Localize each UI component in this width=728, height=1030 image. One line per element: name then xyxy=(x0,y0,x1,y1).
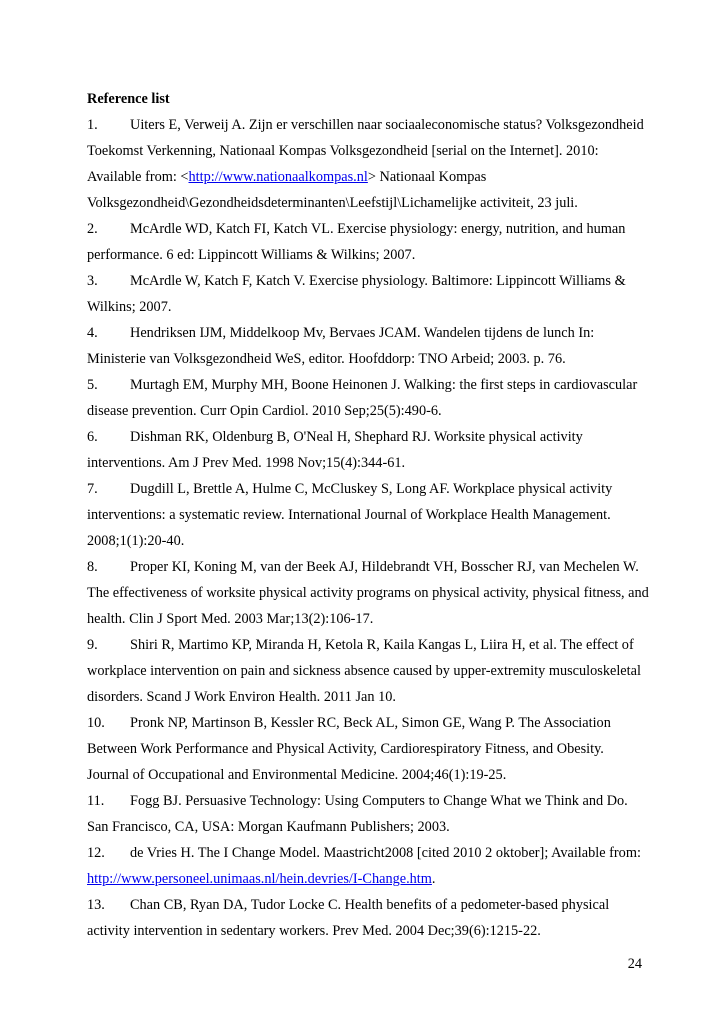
reference-link[interactable]: http://www.personeel.unimaas.nl/hein.devries/I-Change.htm xyxy=(87,871,432,887)
reference-text: Hendriksen IJM, Middelkoop Mv, Bervaes JCAM. Wandelen tijdens de lunch In: Ministerie van Volksgezondheid WeS, editor. Hoofddorp: TNO Arbeid; 2003. p. 76. xyxy=(87,325,595,367)
reference-number: 6. xyxy=(87,429,98,445)
reference-text: de Vries H. The I Change Model. Maastricht2008 [cited 2010 2 oktober]; Available from: xyxy=(130,845,641,861)
reference-text: Pronk NP, Martinson B, Kessler RC, Beck AL, Simon GE, Wang P. The Association Between Work Performance and Physical Activity, Cardiorespiratory Fitness, and Obesity. Journal of Occupational and Environmental Medicine. 2004;46(1):19-25. xyxy=(87,715,611,783)
reference-number: 4. xyxy=(87,325,98,341)
reference-number: 3. xyxy=(87,273,98,289)
reference-item xyxy=(87,372,649,424)
reference-item xyxy=(87,424,649,476)
reference-list-heading: Reference list xyxy=(87,91,170,107)
reference-item xyxy=(87,710,649,788)
reference-link[interactable]: http://www.nationaalkompas.nl xyxy=(188,169,368,185)
reference-item xyxy=(87,788,649,840)
reference-text-tail: . xyxy=(431,871,436,887)
reference-list xyxy=(87,112,649,944)
reference-number: 7. xyxy=(87,481,98,497)
reference-item xyxy=(87,320,649,372)
reference-item xyxy=(87,632,649,710)
reference-number: 10. xyxy=(87,715,105,731)
reference-item xyxy=(87,268,649,320)
reference-item xyxy=(87,112,649,216)
reference-number: 9. xyxy=(87,637,98,653)
reference-number: 2. xyxy=(87,221,98,237)
reference-item xyxy=(87,476,649,554)
reference-text: Proper KI, Koning M, van der Beek AJ, Hildebrandt VH, Bosscher RJ, van Mechelen W. The effectiveness of worksite physical activity programs on physical activity, physical fitness, and health. Clin J Sport Med. 2003 Mar;13(2):106-17. xyxy=(87,559,649,627)
reference-number: 11. xyxy=(87,793,105,809)
reference-text: Shiri R, Martimo KP, Miranda H, Ketola R, Kaila Kangas L, Liira H, et al. The effect of workplace intervention on pain and sickness absence caused by upper-extremity musculoskeletal disorders. Scand J Work Environ Health. 2011 Jan 10. xyxy=(87,637,641,705)
reference-text: McArdle W, Katch F, Katch V. Exercise physiology. Baltimore: Lippincott Williams & Wilkins; 2007. xyxy=(87,273,626,315)
reference-text-tail: > Nationaal Kompas Volksgezondheid\Gezondheidsdeterminanten\Leefstijl\Lichamelijke activiteit, 23 juli. xyxy=(87,169,578,211)
reference-text: Dugdill L, Brettle A, Hulme C, McCluskey S, Long AF. Workplace physical activity interventions: a systematic review. International Journal of Workplace Health Management. 2008;1(1):20-40. xyxy=(87,481,613,549)
reference-item xyxy=(87,554,649,632)
reference-text: McArdle WD, Katch FI, Katch VL. Exercise physiology: energy, nutrition, and human performance. 6 ed: Lippincott Williams & Wilkins; 2007. xyxy=(87,221,626,263)
page-number: 24 xyxy=(627,956,642,972)
reference-item xyxy=(87,216,649,268)
reference-text: Fogg BJ. Persuasive Technology: Using Computers to Change What we Think and Do. San Francisco, CA, USA: Morgan Kaufmann Publishers; 2003. xyxy=(87,793,628,835)
reference-text: Dishman RK, Oldenburg B, O'Neal H, Shephard RJ. Worksite physical activity interventions. Am J Prev Med. 1998 Nov;15(4):344-61. xyxy=(87,429,583,471)
reference-text: Murtagh EM, Murphy MH, Boone Heinonen J. Walking: the first steps in cardiovascular disease prevention. Curr Opin Cardiol. 2010 Sep;25(5):490-6. xyxy=(87,377,638,419)
reference-number: 1. xyxy=(87,117,98,133)
reference-text: Uiters E, Verweij A. Zijn er verschillen naar sociaaleconomische status? Volksgezondheid Toekomst Verkenning, Nationaal Kompas Volksgezondheid [serial on the Internet]. 2010: Available from: < xyxy=(87,117,644,185)
reference-number: 5. xyxy=(87,377,98,393)
reference-text: Chan CB, Ryan DA, Tudor Locke C. Health benefits of a pedometer-based physical activity intervention in sedentary workers. Prev Med. 2004 Dec;39(6):1215-22. xyxy=(87,897,610,939)
reference-item xyxy=(87,840,649,892)
reference-number: 8. xyxy=(87,559,98,575)
reference-number: 13. xyxy=(87,897,105,913)
reference-number: 12. xyxy=(87,845,105,861)
reference-item xyxy=(87,892,649,944)
